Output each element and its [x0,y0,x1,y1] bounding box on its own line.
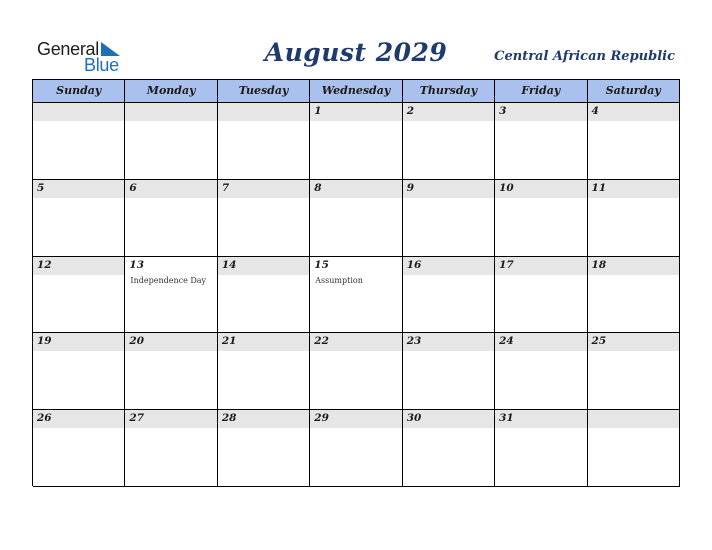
day-header-strip [495,103,586,121]
day-header-strip [310,333,401,351]
day-cell-9 [403,180,495,257]
day-number: 21 [221,335,237,348]
day-header-strip [403,333,494,351]
day-number: 11 [591,181,607,194]
day-cell-21 [218,333,310,410]
day-number: 25 [591,335,607,348]
day-number: 4 [591,105,599,117]
empty-day-cell [33,103,125,180]
day-cell-6 [125,180,217,257]
day-number: 17 [499,258,514,271]
day-header-strip [125,103,216,121]
day-cell-18 [588,257,680,334]
day-header-strip [495,410,586,428]
country-name: Central African Republic [494,49,675,64]
day-number: 22 [314,335,329,348]
empty-day-cell [125,103,217,180]
day-number: 10 [499,181,514,194]
day-number: 8 [314,181,322,194]
day-header-strip [125,333,216,351]
day-cell-17 [495,257,587,334]
day-header-strip [33,333,124,351]
day-cell-10 [495,180,587,257]
day-number: 15 [314,258,329,271]
day-cell-15 [310,257,402,334]
day-cell-24 [495,333,587,410]
day-header-strip [495,257,586,275]
day-cell-25 [588,333,680,410]
calendar-weeks [33,103,680,487]
day-cell-14 [218,257,310,334]
day-number: 18 [591,258,607,271]
day-number: 2 [406,105,414,117]
day-cell-11 [588,180,680,257]
day-number: 30 [406,412,422,425]
day-cell-26 [33,410,125,487]
day-header-strip [588,257,679,275]
day-header-strip [310,257,401,275]
weekday-monday: Monday [125,80,217,103]
day-number: 12 [37,258,52,271]
day-header-strip [33,180,124,198]
day-cell-22 [310,333,402,410]
day-header-strip [125,410,216,428]
day-cell-23 [403,333,495,410]
calendar-grid [32,79,680,486]
day-header-strip [218,257,309,275]
day-header-strip [125,257,216,275]
day-header-strip [588,103,679,121]
day-number: 20 [129,335,145,348]
day-cell-1 [310,103,402,180]
weekday-saturday: Saturday [588,80,680,103]
weekday-sunday: Sunday [33,80,125,103]
day-header-strip [218,180,309,198]
day-number: 29 [314,412,329,425]
day-header-strip [495,333,586,351]
week-row [33,180,680,257]
week-row [33,257,680,334]
day-cell-19 [33,333,125,410]
day-header-strip [588,410,679,428]
weekday-wednesday: Wednesday [310,80,402,103]
day-header-strip [495,180,586,198]
day-header-strip [310,103,401,121]
day-number: 31 [499,412,514,425]
day-number: 27 [129,412,145,425]
day-cell-16 [403,257,495,334]
day-cell-29 [310,410,402,487]
holiday-label: Independence Day [130,275,207,285]
day-number: 7 [221,181,230,194]
day-number: 1 [314,105,322,117]
month-year: August 2029 [264,38,448,67]
weekday-tuesday: Tuesday [218,80,310,103]
day-number: 28 [221,412,237,425]
day-header-strip [33,410,124,428]
day-number: 6 [129,181,137,194]
day-header-strip [218,333,309,351]
day-number: 9 [406,181,414,194]
day-number: 14 [221,258,237,271]
day-header-strip [588,333,679,351]
day-header-strip [218,103,309,121]
day-cell-5 [33,180,125,257]
day-header-strip [403,410,494,428]
day-header-strip [33,103,124,121]
empty-day-cell [218,103,310,180]
day-number: 23 [406,335,422,348]
day-cell-4 [588,103,680,180]
week-row [33,410,680,487]
week-row [33,103,680,180]
day-number: 5 [37,181,45,194]
holiday-label: Assumption [315,275,363,285]
day-number: 26 [37,412,52,425]
day-header-strip [403,103,494,121]
day-header-strip [125,180,216,198]
day-header-strip [33,257,124,275]
day-cell-12 [33,257,125,334]
week-row [33,333,680,410]
day-cell-13 [125,257,217,334]
day-cell-8 [310,180,402,257]
day-header-strip [218,410,309,428]
day-number: 16 [406,258,422,271]
day-cell-3 [495,103,587,180]
day-header-strip [588,180,679,198]
day-cell-7 [218,180,310,257]
day-header-strip [403,257,494,275]
day-number: 3 [499,105,507,117]
day-header-strip [403,180,494,198]
logo-word-blue: Blue [84,55,119,75]
day-cell-2 [403,103,495,180]
day-cell-31 [495,410,587,487]
weekday-thursday: Thursday [403,80,495,103]
day-header-strip [310,180,401,198]
weekday-friday: Friday [495,80,587,103]
day-cell-20 [125,333,217,410]
empty-day-cell [588,410,680,487]
day-number: 19 [37,335,52,348]
weekday-header [33,80,680,103]
day-cell-30 [403,410,495,487]
day-cell-27 [125,410,217,487]
logo-word-general: General [37,39,99,59]
day-number: 13 [129,258,145,271]
day-number: 24 [499,335,514,348]
day-cell-28 [218,410,310,487]
day-header-strip [310,410,401,428]
